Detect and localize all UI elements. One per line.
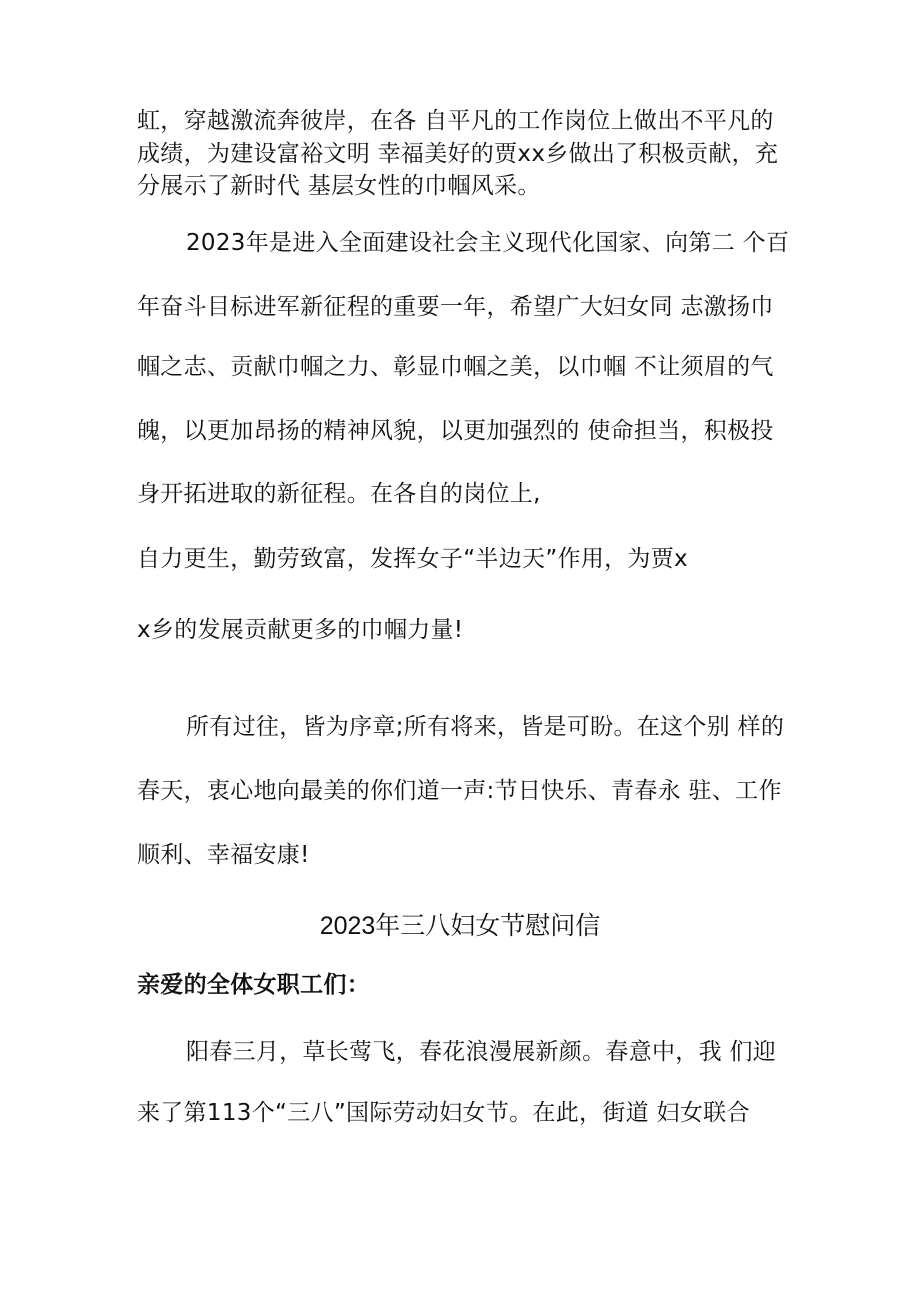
letter-title: 2023年三八妇女节慰问信: [319, 912, 601, 940]
paragraph-line: 成绩，为建设富裕文明 幸福美好的贾xx乡做出了积极贡献，充: [137, 141, 779, 167]
paragraph-line: 分展示了新时代 基层女性的巾帼风采。: [137, 173, 541, 199]
paragraph-line: 春天，衷心地向最美的你们道一声:节日快乐、青春永 驻、工作: [137, 778, 782, 804]
paragraph-line: 来了第113个“三八”国际劳动妇女节。在此，街道 妇女联合: [137, 1100, 750, 1126]
paragraph-line: x乡的发展贡献更多的巾帼力量!: [137, 617, 464, 643]
paragraph-line: 帼之志、贡献巾帼之力、彰显巾帼之美，以巾帼 不让须眉的气: [137, 354, 774, 380]
paragraph-line: 自力更生，勤劳致富，发挥女子“半边天”作用，为贾x: [137, 546, 688, 572]
paragraph-line: 所有过往，皆为序章;所有将来，皆是可盼。在这个别 样的: [186, 714, 785, 740]
paragraph-line: 阳春三月，草长莺飞，春花浪漫展新颜。春意中，我 们迎: [186, 1039, 777, 1065]
paragraph-line: 2023年是进入全面建设社会主义现代化国家、向第二 个百: [186, 230, 790, 256]
paragraph-line: 顺利、幸福安康!: [137, 842, 310, 868]
paragraph-line: 年奋斗目标进军新征程的重要一年，希望广大妇女同 志激扬巾: [137, 294, 774, 320]
paragraph-line: 魄，以更加昂扬的精神风貌，以更加强烈的 使命担当，积极投: [137, 418, 774, 444]
paragraph-line: 虹，穿越激流奔彼岸，在各 自平凡的工作岗位上做出不平凡的: [137, 108, 774, 134]
paragraph-line: 身开拓进取的新征程。在各自的岗位上,: [137, 481, 541, 507]
letter-salutation: 亲爱的全体女职工们：: [137, 972, 370, 998]
